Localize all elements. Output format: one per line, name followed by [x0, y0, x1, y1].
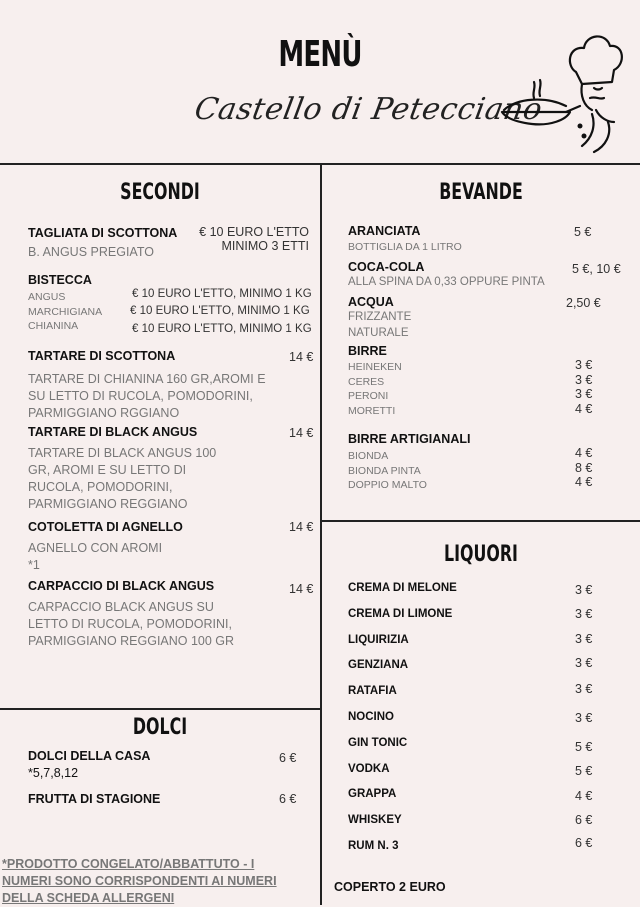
acqua-desc: FRIZZANTE NATURALE [348, 311, 412, 339]
bistecca-marchigiana-label: MARCHIGIANA [28, 306, 103, 318]
liquore-price: 3 € [575, 632, 593, 646]
cotoletta-desc: AGNELLO CON AROMI *1 [28, 541, 163, 572]
dolci-casa-note: *5,7,8,12 [28, 766, 79, 780]
liquore-price: 3 € [575, 607, 593, 621]
coca-desc: ALLA SPINA DA 0,33 OPPURE PINTA [348, 276, 545, 288]
tagliata-price: € 10 EURO L'ETTO MINIMO 3 ETTI [199, 225, 309, 253]
menu-title: MENÙ [278, 34, 362, 75]
liquore-price: 5 € [575, 740, 593, 754]
liquore-item: CREMA DI LIMONE [348, 608, 453, 620]
liquore-item: VODKA [348, 763, 390, 775]
liquore-price: 5 € [575, 764, 593, 778]
dolci-casa-price: 6 € [279, 751, 297, 765]
liquore-item: GENZIANA [348, 659, 409, 671]
liquore-item: LIQUIRIZIA [348, 634, 409, 646]
liquore-item: GRAPPA [348, 788, 397, 800]
liquore-price: 3 € [575, 656, 593, 670]
birre-list: HEINEKEN CERES PERONI MORETTI [348, 361, 402, 417]
liquore-price: 4 € [575, 789, 593, 803]
birre-artigianali-prices: 4 € 8 € 4 € [575, 446, 593, 489]
tartare-angus-desc: TARTARE DI BLACK ANGUS 100 GR, AROMI E SU LETTO DI RUCOLA, POMODORINI, PARMIGGIANO REGGIANO [28, 446, 217, 511]
tartare-scottona-name: TARTARE DI SCOTTONA [28, 349, 176, 363]
aranciata-name: ARANCIATA [348, 224, 421, 238]
acqua-price: 2,50 € [566, 296, 601, 310]
frutta-price: 6 € [279, 792, 297, 806]
liquore-item: NOCINO [348, 711, 394, 723]
liquore-item: GIN TONIC [348, 737, 408, 749]
liquore-item: RATAFIA [348, 685, 397, 697]
chef-icon [496, 26, 628, 158]
carpaccio-price: 14 € [289, 582, 314, 596]
tartare-scottona-desc: TARTARE DI CHIANINA 160 GR,AROMI E SU LETTO DI RUCOLA, POMODORINI, PARMIGGIANO RGGIANO [28, 372, 266, 420]
birre-prices: 3 € 3 € 3 € 4 € [575, 358, 593, 416]
tagliata-name: TAGLIATA DI SCOTTONA [28, 226, 178, 240]
bistecca-chianina-label: CHIANINA [28, 320, 79, 332]
coca-price: 5 €, 10 € [572, 262, 621, 276]
bistecca-angus-label: ANGUS [28, 291, 66, 303]
aranciata-desc: BOTTIGLIA DA 1 LITRO [348, 241, 462, 253]
liquori-title: LIQUORI [444, 542, 518, 567]
liquore-item: CREMA DI MELONE [348, 582, 457, 594]
cotoletta-name: COTOLETTA DI AGNELLO [28, 520, 183, 534]
coca-name: COCA-COLA [348, 260, 425, 274]
birre-name: BIRRE [348, 344, 387, 358]
bevande-liquori-divider [322, 520, 640, 522]
acqua-name: ACQUA [348, 295, 394, 309]
column-divider [320, 164, 322, 905]
carpaccio-desc: CARPACCIO BLACK ANGUS SU LETTO DI RUCOLA, POMODORINI, PARMIGGIANO REGGIANO 100 GR [28, 600, 235, 648]
frutta-name: FRUTTA DI STAGIONE [28, 792, 161, 806]
liquore-price: 6 € [575, 836, 593, 850]
bistecca-angus-price: € 10 EURO L'ETTO, MINIMO 1 KG [132, 288, 312, 300]
tagliata-desc: B. ANGUS PREGIATO [28, 245, 154, 259]
tartare-scottona-price: 14 € [289, 350, 314, 364]
dolci-casa-name: DOLCI DELLA CASA [28, 749, 151, 763]
bistecca-chianina-price: € 10 EURO L'ETTO, MINIMO 1 KG [132, 323, 312, 335]
liquore-price: 3 € [575, 583, 593, 597]
cotoletta-price: 14 € [289, 520, 314, 534]
aranciata-price: 5 € [574, 225, 592, 239]
liquore-price: 6 € [575, 813, 593, 827]
secondi-title: SECONDI [120, 180, 200, 205]
bistecca-marchigiana-price: € 10 EURO L'ETTO, MINIMO 1 KG [130, 305, 310, 317]
coperto-note: COPERTO 2 EURO [334, 880, 446, 894]
tartare-angus-name: TARTARE DI BLACK ANGUS [28, 425, 198, 439]
liquore-item: WHISKEY [348, 814, 402, 826]
dolci-title: DOLCI [132, 715, 188, 740]
bistecca-name: BISTECCA [28, 273, 92, 287]
birre-artigianali-name: BIRRE ARTIGIANALI [348, 432, 471, 446]
allergen-footnote: *PRODOTTO CONGELATO/ABBATTUTO - I NUMERI SONO CORRISPONDENTI AI NUMERI DELLA SCHEDA ALLERGENI [2, 857, 277, 905]
liquore-price: 3 € [575, 711, 593, 725]
carpaccio-name: CARPACCIO DI BLACK ANGUS [28, 579, 215, 593]
secondi-dolci-divider [0, 708, 320, 710]
bevande-title: BEVANDE [439, 180, 523, 205]
tartare-angus-price: 14 € [289, 426, 314, 440]
liquore-item: RUM N. 3 [348, 840, 399, 852]
restaurant-name: Castello di Petecciano [191, 92, 546, 127]
liquore-price: 3 € [575, 682, 593, 696]
birre-artigianali-list: BIONDA BIONDA PINTA DOPPIO MALTO [348, 450, 427, 491]
